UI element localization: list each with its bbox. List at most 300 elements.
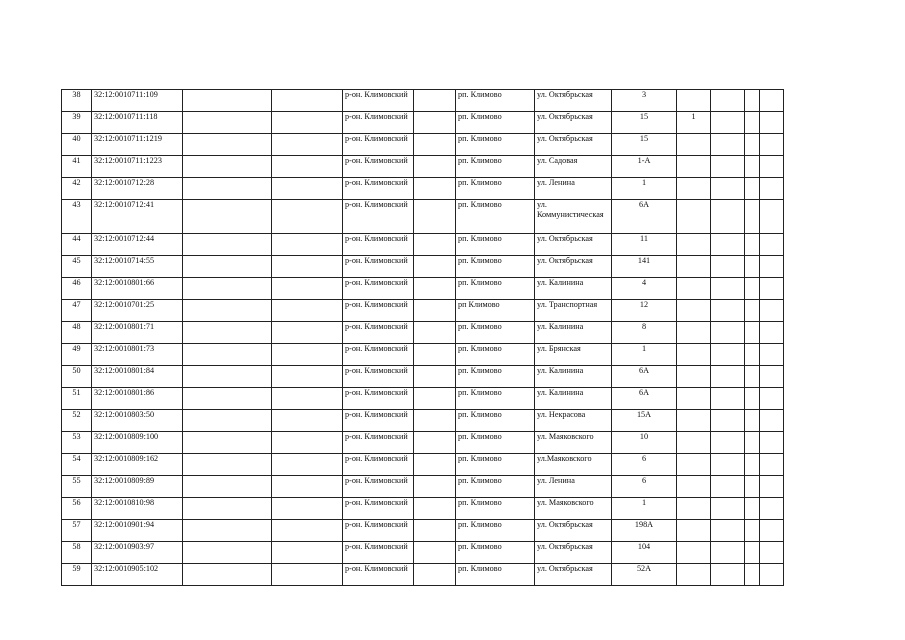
house-number-cell: 141 bbox=[612, 256, 677, 278]
empty-cell bbox=[745, 278, 760, 300]
table-row bbox=[62, 410, 784, 432]
house-number-cell: 6 bbox=[612, 454, 677, 476]
empty-cell bbox=[414, 388, 456, 410]
table-row bbox=[62, 300, 784, 322]
empty-cell bbox=[414, 178, 456, 200]
empty-cell bbox=[272, 178, 343, 200]
row-number-cell: 52 bbox=[62, 410, 92, 432]
locality-cell: рп. Климово bbox=[456, 520, 535, 542]
row-number-cell: 56 bbox=[62, 498, 92, 520]
table-row bbox=[62, 454, 784, 476]
street-cell: ул. Брянская bbox=[535, 344, 612, 366]
empty-cell bbox=[745, 234, 760, 256]
house-number-cell: 6А bbox=[612, 388, 677, 410]
street-cell: ул. Некрасова bbox=[535, 410, 612, 432]
row-number-cell: 38 bbox=[62, 90, 92, 112]
extra-cell: 1 bbox=[677, 112, 711, 134]
district-cell: р-он. Климовский bbox=[343, 366, 414, 388]
empty-cell bbox=[183, 322, 272, 344]
empty-cell bbox=[414, 234, 456, 256]
cadastral-number-cell: 32:12:0010712:28 bbox=[92, 178, 183, 200]
empty-cell bbox=[711, 234, 745, 256]
extra-cell bbox=[677, 520, 711, 542]
extra-cell bbox=[677, 200, 711, 234]
house-number-cell: 15 bbox=[612, 112, 677, 134]
empty-cell bbox=[414, 278, 456, 300]
locality-cell: рп. Климово bbox=[456, 256, 535, 278]
empty-cell bbox=[760, 112, 784, 134]
empty-cell bbox=[272, 156, 343, 178]
empty-cell bbox=[414, 112, 456, 134]
locality-cell: рп. Климово bbox=[456, 112, 535, 134]
empty-cell bbox=[272, 200, 343, 234]
extra-cell bbox=[677, 498, 711, 520]
empty-cell bbox=[414, 256, 456, 278]
empty-cell bbox=[183, 520, 272, 542]
empty-cell bbox=[745, 200, 760, 234]
house-number-cell: 6А bbox=[612, 366, 677, 388]
empty-cell bbox=[183, 344, 272, 366]
extra-cell bbox=[677, 234, 711, 256]
cadastral-number-cell: 32:12:0010711:118 bbox=[92, 112, 183, 134]
locality-cell: рп. Климово bbox=[456, 432, 535, 454]
empty-cell bbox=[272, 322, 343, 344]
empty-cell bbox=[183, 134, 272, 156]
locality-cell: рп. Климово bbox=[456, 564, 535, 586]
empty-cell bbox=[183, 366, 272, 388]
empty-cell bbox=[272, 366, 343, 388]
extra-cell bbox=[677, 564, 711, 586]
empty-cell bbox=[711, 300, 745, 322]
table-row bbox=[62, 344, 784, 366]
table-row bbox=[62, 432, 784, 454]
table-row bbox=[62, 476, 784, 498]
empty-cell bbox=[711, 476, 745, 498]
extra-cell bbox=[677, 134, 711, 156]
empty-cell bbox=[711, 322, 745, 344]
district-cell: р-он. Климовский bbox=[343, 112, 414, 134]
empty-cell bbox=[711, 410, 745, 432]
empty-cell bbox=[414, 410, 456, 432]
street-cell: ул. Транспортная bbox=[535, 300, 612, 322]
empty-cell bbox=[745, 542, 760, 564]
register-table bbox=[61, 89, 784, 586]
house-number-cell: 11 bbox=[612, 234, 677, 256]
street-cell: ул. Маяковского bbox=[535, 432, 612, 454]
row-number-cell: 48 bbox=[62, 322, 92, 344]
empty-cell bbox=[760, 542, 784, 564]
row-number-cell: 58 bbox=[62, 542, 92, 564]
empty-cell bbox=[745, 388, 760, 410]
street-cell: ул. Октябрьская bbox=[535, 520, 612, 542]
row-number-cell: 59 bbox=[62, 564, 92, 586]
cadastral-number-cell: 32:12:0010803:50 bbox=[92, 410, 183, 432]
street-cell: ул. Октябрьская bbox=[535, 256, 612, 278]
empty-cell bbox=[414, 564, 456, 586]
empty-cell bbox=[745, 134, 760, 156]
row-number-cell: 39 bbox=[62, 112, 92, 134]
empty-cell bbox=[760, 344, 784, 366]
empty-cell bbox=[711, 564, 745, 586]
table-row bbox=[62, 520, 784, 542]
district-cell: р-он. Климовский bbox=[343, 178, 414, 200]
district-cell: р-он. Климовский bbox=[343, 234, 414, 256]
empty-cell bbox=[760, 256, 784, 278]
table-row bbox=[62, 256, 784, 278]
street-cell: ул. Октябрьская bbox=[535, 564, 612, 586]
district-cell: р-он. Климовский bbox=[343, 498, 414, 520]
empty-cell bbox=[745, 476, 760, 498]
cadastral-number-cell: 32:12:0010809:162 bbox=[92, 454, 183, 476]
street-cell: ул. Калинина bbox=[535, 322, 612, 344]
empty-cell bbox=[414, 498, 456, 520]
locality-cell: рп. Климово bbox=[456, 234, 535, 256]
locality-cell: рп. Климово bbox=[456, 90, 535, 112]
district-cell: р-он. Климовский bbox=[343, 410, 414, 432]
cadastral-number-cell: 32:12:0010711:1223 bbox=[92, 156, 183, 178]
empty-cell bbox=[272, 278, 343, 300]
locality-cell: рп. Климово bbox=[456, 156, 535, 178]
empty-cell bbox=[183, 234, 272, 256]
cadastral-number-cell: 32:12:0010801:71 bbox=[92, 322, 183, 344]
row-number-cell: 45 bbox=[62, 256, 92, 278]
cadastral-number-cell: 32:12:0010801:86 bbox=[92, 388, 183, 410]
empty-cell bbox=[760, 300, 784, 322]
street-cell: ул. Садовая bbox=[535, 156, 612, 178]
empty-cell bbox=[711, 520, 745, 542]
empty-cell bbox=[272, 498, 343, 520]
empty-cell bbox=[745, 564, 760, 586]
empty-cell bbox=[711, 366, 745, 388]
cadastral-number-cell: 32:12:0010903:97 bbox=[92, 542, 183, 564]
house-number-cell: 52А bbox=[612, 564, 677, 586]
table-row bbox=[62, 542, 784, 564]
district-cell: р-он. Климовский bbox=[343, 476, 414, 498]
cadastral-number-cell: 32:12:0010801:73 bbox=[92, 344, 183, 366]
district-cell: р-он. Климовский bbox=[343, 432, 414, 454]
empty-cell bbox=[414, 542, 456, 564]
extra-cell bbox=[677, 366, 711, 388]
empty-cell bbox=[183, 278, 272, 300]
house-number-cell: 3 bbox=[612, 90, 677, 112]
empty-cell bbox=[760, 90, 784, 112]
empty-cell bbox=[760, 520, 784, 542]
extra-cell bbox=[677, 256, 711, 278]
empty-cell bbox=[711, 90, 745, 112]
cadastral-number-cell: 32:12:0010809:89 bbox=[92, 476, 183, 498]
empty-cell bbox=[760, 200, 784, 234]
empty-cell bbox=[711, 200, 745, 234]
street-cell: ул. Калинина bbox=[535, 388, 612, 410]
table-body bbox=[62, 90, 784, 586]
empty-cell bbox=[745, 366, 760, 388]
empty-cell bbox=[414, 454, 456, 476]
locality-cell: рп Климово bbox=[456, 300, 535, 322]
cadastral-number-cell: 32:12:0010905:102 bbox=[92, 564, 183, 586]
empty-cell bbox=[272, 454, 343, 476]
cadastral-number-cell: 32:12:0010712:44 bbox=[92, 234, 183, 256]
empty-cell bbox=[760, 564, 784, 586]
district-cell: р-он. Климовский bbox=[343, 564, 414, 586]
extra-cell bbox=[677, 90, 711, 112]
extra-cell bbox=[677, 278, 711, 300]
empty-cell bbox=[745, 454, 760, 476]
locality-cell: рп. Климово bbox=[456, 344, 535, 366]
empty-cell bbox=[183, 410, 272, 432]
empty-cell bbox=[414, 432, 456, 454]
empty-cell bbox=[183, 476, 272, 498]
empty-cell bbox=[414, 366, 456, 388]
empty-cell bbox=[183, 498, 272, 520]
empty-cell bbox=[711, 432, 745, 454]
house-number-cell: 104 bbox=[612, 542, 677, 564]
empty-cell bbox=[272, 564, 343, 586]
locality-cell: рп. Климово bbox=[456, 476, 535, 498]
locality-cell: рп. Климово bbox=[456, 200, 535, 234]
empty-cell bbox=[745, 410, 760, 432]
empty-cell bbox=[711, 156, 745, 178]
table-row bbox=[62, 112, 784, 134]
empty-cell bbox=[711, 498, 745, 520]
empty-cell bbox=[760, 234, 784, 256]
empty-cell bbox=[745, 520, 760, 542]
cadastral-number-cell: 32:12:0010701:25 bbox=[92, 300, 183, 322]
extra-cell bbox=[677, 454, 711, 476]
locality-cell: рп. Климово bbox=[456, 366, 535, 388]
row-number-cell: 49 bbox=[62, 344, 92, 366]
empty-cell bbox=[414, 200, 456, 234]
extra-cell bbox=[677, 388, 711, 410]
empty-cell bbox=[272, 234, 343, 256]
house-number-cell: 8 bbox=[612, 322, 677, 344]
house-number-cell: 1 bbox=[612, 498, 677, 520]
table-row bbox=[62, 90, 784, 112]
street-cell: ул.Маяковского bbox=[535, 454, 612, 476]
extra-cell bbox=[677, 476, 711, 498]
street-cell: ул. Октябрьская bbox=[535, 234, 612, 256]
empty-cell bbox=[272, 410, 343, 432]
house-number-cell: 6 bbox=[612, 476, 677, 498]
empty-cell bbox=[760, 156, 784, 178]
house-number-cell: 15 bbox=[612, 134, 677, 156]
district-cell: р-он. Климовский bbox=[343, 344, 414, 366]
district-cell: р-он. Климовский bbox=[343, 322, 414, 344]
house-number-cell: 198А bbox=[612, 520, 677, 542]
locality-cell: рп. Климово bbox=[456, 498, 535, 520]
empty-cell bbox=[272, 256, 343, 278]
empty-cell bbox=[760, 498, 784, 520]
table-row bbox=[62, 234, 784, 256]
empty-cell bbox=[745, 90, 760, 112]
house-number-cell: 6А bbox=[612, 200, 677, 234]
empty-cell bbox=[745, 156, 760, 178]
empty-cell bbox=[711, 112, 745, 134]
extra-cell bbox=[677, 322, 711, 344]
empty-cell bbox=[745, 498, 760, 520]
extra-cell bbox=[677, 410, 711, 432]
row-number-cell: 40 bbox=[62, 134, 92, 156]
table-row bbox=[62, 178, 784, 200]
cadastral-number-cell: 32:12:0010810:98 bbox=[92, 498, 183, 520]
house-number-cell: 4 bbox=[612, 278, 677, 300]
empty-cell bbox=[745, 300, 760, 322]
empty-cell bbox=[760, 454, 784, 476]
extra-cell bbox=[677, 178, 711, 200]
empty-cell bbox=[183, 178, 272, 200]
empty-cell bbox=[272, 90, 343, 112]
empty-cell bbox=[414, 90, 456, 112]
extra-cell bbox=[677, 300, 711, 322]
row-number-cell: 44 bbox=[62, 234, 92, 256]
district-cell: р-он. Климовский bbox=[343, 388, 414, 410]
house-number-cell: 1 bbox=[612, 178, 677, 200]
empty-cell bbox=[272, 134, 343, 156]
house-number-cell: 15А bbox=[612, 410, 677, 432]
table-row bbox=[62, 388, 784, 410]
empty-cell bbox=[414, 476, 456, 498]
empty-cell bbox=[760, 134, 784, 156]
empty-cell bbox=[745, 178, 760, 200]
district-cell: р-он. Климовский bbox=[343, 256, 414, 278]
empty-cell bbox=[414, 134, 456, 156]
empty-cell bbox=[414, 300, 456, 322]
street-cell: ул. Ленина bbox=[535, 476, 612, 498]
empty-cell bbox=[414, 344, 456, 366]
empty-cell bbox=[272, 520, 343, 542]
locality-cell: рп. Климово bbox=[456, 388, 535, 410]
empty-cell bbox=[760, 178, 784, 200]
empty-cell bbox=[272, 432, 343, 454]
cadastral-number-cell: 32:12:0010711:109 bbox=[92, 90, 183, 112]
district-cell: р-он. Климовский bbox=[343, 90, 414, 112]
empty-cell bbox=[745, 344, 760, 366]
empty-cell bbox=[272, 388, 343, 410]
empty-cell bbox=[183, 564, 272, 586]
row-number-cell: 46 bbox=[62, 278, 92, 300]
row-number-cell: 54 bbox=[62, 454, 92, 476]
street-cell: ул. Октябрьская bbox=[535, 112, 612, 134]
locality-cell: рп. Климово bbox=[456, 278, 535, 300]
street-cell: ул. Октябрьская bbox=[535, 542, 612, 564]
row-number-cell: 43 bbox=[62, 200, 92, 234]
cadastral-number-cell: 32:12:0010712:41 bbox=[92, 200, 183, 234]
empty-cell bbox=[183, 542, 272, 564]
empty-cell bbox=[272, 476, 343, 498]
row-number-cell: 57 bbox=[62, 520, 92, 542]
empty-cell bbox=[183, 454, 272, 476]
district-cell: р-он. Климовский bbox=[343, 278, 414, 300]
cadastral-number-cell: 32:12:0010809:100 bbox=[92, 432, 183, 454]
table-row bbox=[62, 366, 784, 388]
locality-cell: рп. Климово bbox=[456, 542, 535, 564]
street-cell: ул. Маяковского bbox=[535, 498, 612, 520]
table-row bbox=[62, 278, 784, 300]
empty-cell bbox=[711, 178, 745, 200]
locality-cell: рп. Климово bbox=[456, 322, 535, 344]
street-cell: ул. Коммунистическая bbox=[535, 200, 612, 234]
house-number-cell: 1 bbox=[612, 344, 677, 366]
district-cell: р-он. Климовский bbox=[343, 134, 414, 156]
empty-cell bbox=[711, 388, 745, 410]
empty-cell bbox=[183, 156, 272, 178]
empty-cell bbox=[183, 112, 272, 134]
row-number-cell: 51 bbox=[62, 388, 92, 410]
locality-cell: рп. Климово bbox=[456, 410, 535, 432]
table-row bbox=[62, 200, 784, 234]
extra-cell bbox=[677, 542, 711, 564]
house-number-cell: 10 bbox=[612, 432, 677, 454]
empty-cell bbox=[272, 300, 343, 322]
locality-cell: рп. Климово bbox=[456, 134, 535, 156]
row-number-cell: 53 bbox=[62, 432, 92, 454]
empty-cell bbox=[760, 410, 784, 432]
locality-cell: рп. Климово bbox=[456, 178, 535, 200]
extra-cell bbox=[677, 432, 711, 454]
extra-cell bbox=[677, 344, 711, 366]
empty-cell bbox=[711, 278, 745, 300]
empty-cell bbox=[745, 256, 760, 278]
table-row bbox=[62, 322, 784, 344]
cadastral-number-cell: 32:12:0010801:84 bbox=[92, 366, 183, 388]
row-number-cell: 42 bbox=[62, 178, 92, 200]
empty-cell bbox=[760, 432, 784, 454]
empty-cell bbox=[711, 134, 745, 156]
cadastral-number-cell: 32:12:0010714:55 bbox=[92, 256, 183, 278]
empty-cell bbox=[272, 542, 343, 564]
empty-cell bbox=[414, 156, 456, 178]
empty-cell bbox=[745, 432, 760, 454]
empty-cell bbox=[183, 256, 272, 278]
house-number-cell: 12 bbox=[612, 300, 677, 322]
empty-cell bbox=[183, 200, 272, 234]
row-number-cell: 55 bbox=[62, 476, 92, 498]
empty-cell bbox=[183, 90, 272, 112]
empty-cell bbox=[414, 520, 456, 542]
street-cell: ул. Октябрьская bbox=[535, 90, 612, 112]
empty-cell bbox=[760, 278, 784, 300]
district-cell: р-он. Климовский bbox=[343, 542, 414, 564]
row-number-cell: 41 bbox=[62, 156, 92, 178]
table-row bbox=[62, 564, 784, 586]
row-number-cell: 50 bbox=[62, 366, 92, 388]
street-cell: ул. Калинина bbox=[535, 278, 612, 300]
empty-cell bbox=[711, 256, 745, 278]
street-cell: ул. Калинина bbox=[535, 366, 612, 388]
empty-cell bbox=[760, 366, 784, 388]
empty-cell bbox=[711, 454, 745, 476]
empty-cell bbox=[272, 112, 343, 134]
empty-cell bbox=[183, 300, 272, 322]
district-cell: р-он. Климовский bbox=[343, 520, 414, 542]
empty-cell bbox=[760, 322, 784, 344]
locality-cell: рп. Климово bbox=[456, 454, 535, 476]
street-cell: ул. Октябрьская bbox=[535, 134, 612, 156]
empty-cell bbox=[183, 388, 272, 410]
empty-cell bbox=[711, 542, 745, 564]
table-row bbox=[62, 134, 784, 156]
cadastral-number-cell: 32:12:0010901:94 bbox=[92, 520, 183, 542]
empty-cell bbox=[272, 344, 343, 366]
district-cell: р-он. Климовский bbox=[343, 454, 414, 476]
empty-cell bbox=[745, 322, 760, 344]
street-cell: ул. Ленина bbox=[535, 178, 612, 200]
district-cell: р-он. Климовский bbox=[343, 200, 414, 234]
empty-cell bbox=[745, 112, 760, 134]
cadastral-number-cell: 32:12:0010711:1219 bbox=[92, 134, 183, 156]
row-number-cell: 47 bbox=[62, 300, 92, 322]
empty-cell bbox=[414, 322, 456, 344]
extra-cell bbox=[677, 156, 711, 178]
